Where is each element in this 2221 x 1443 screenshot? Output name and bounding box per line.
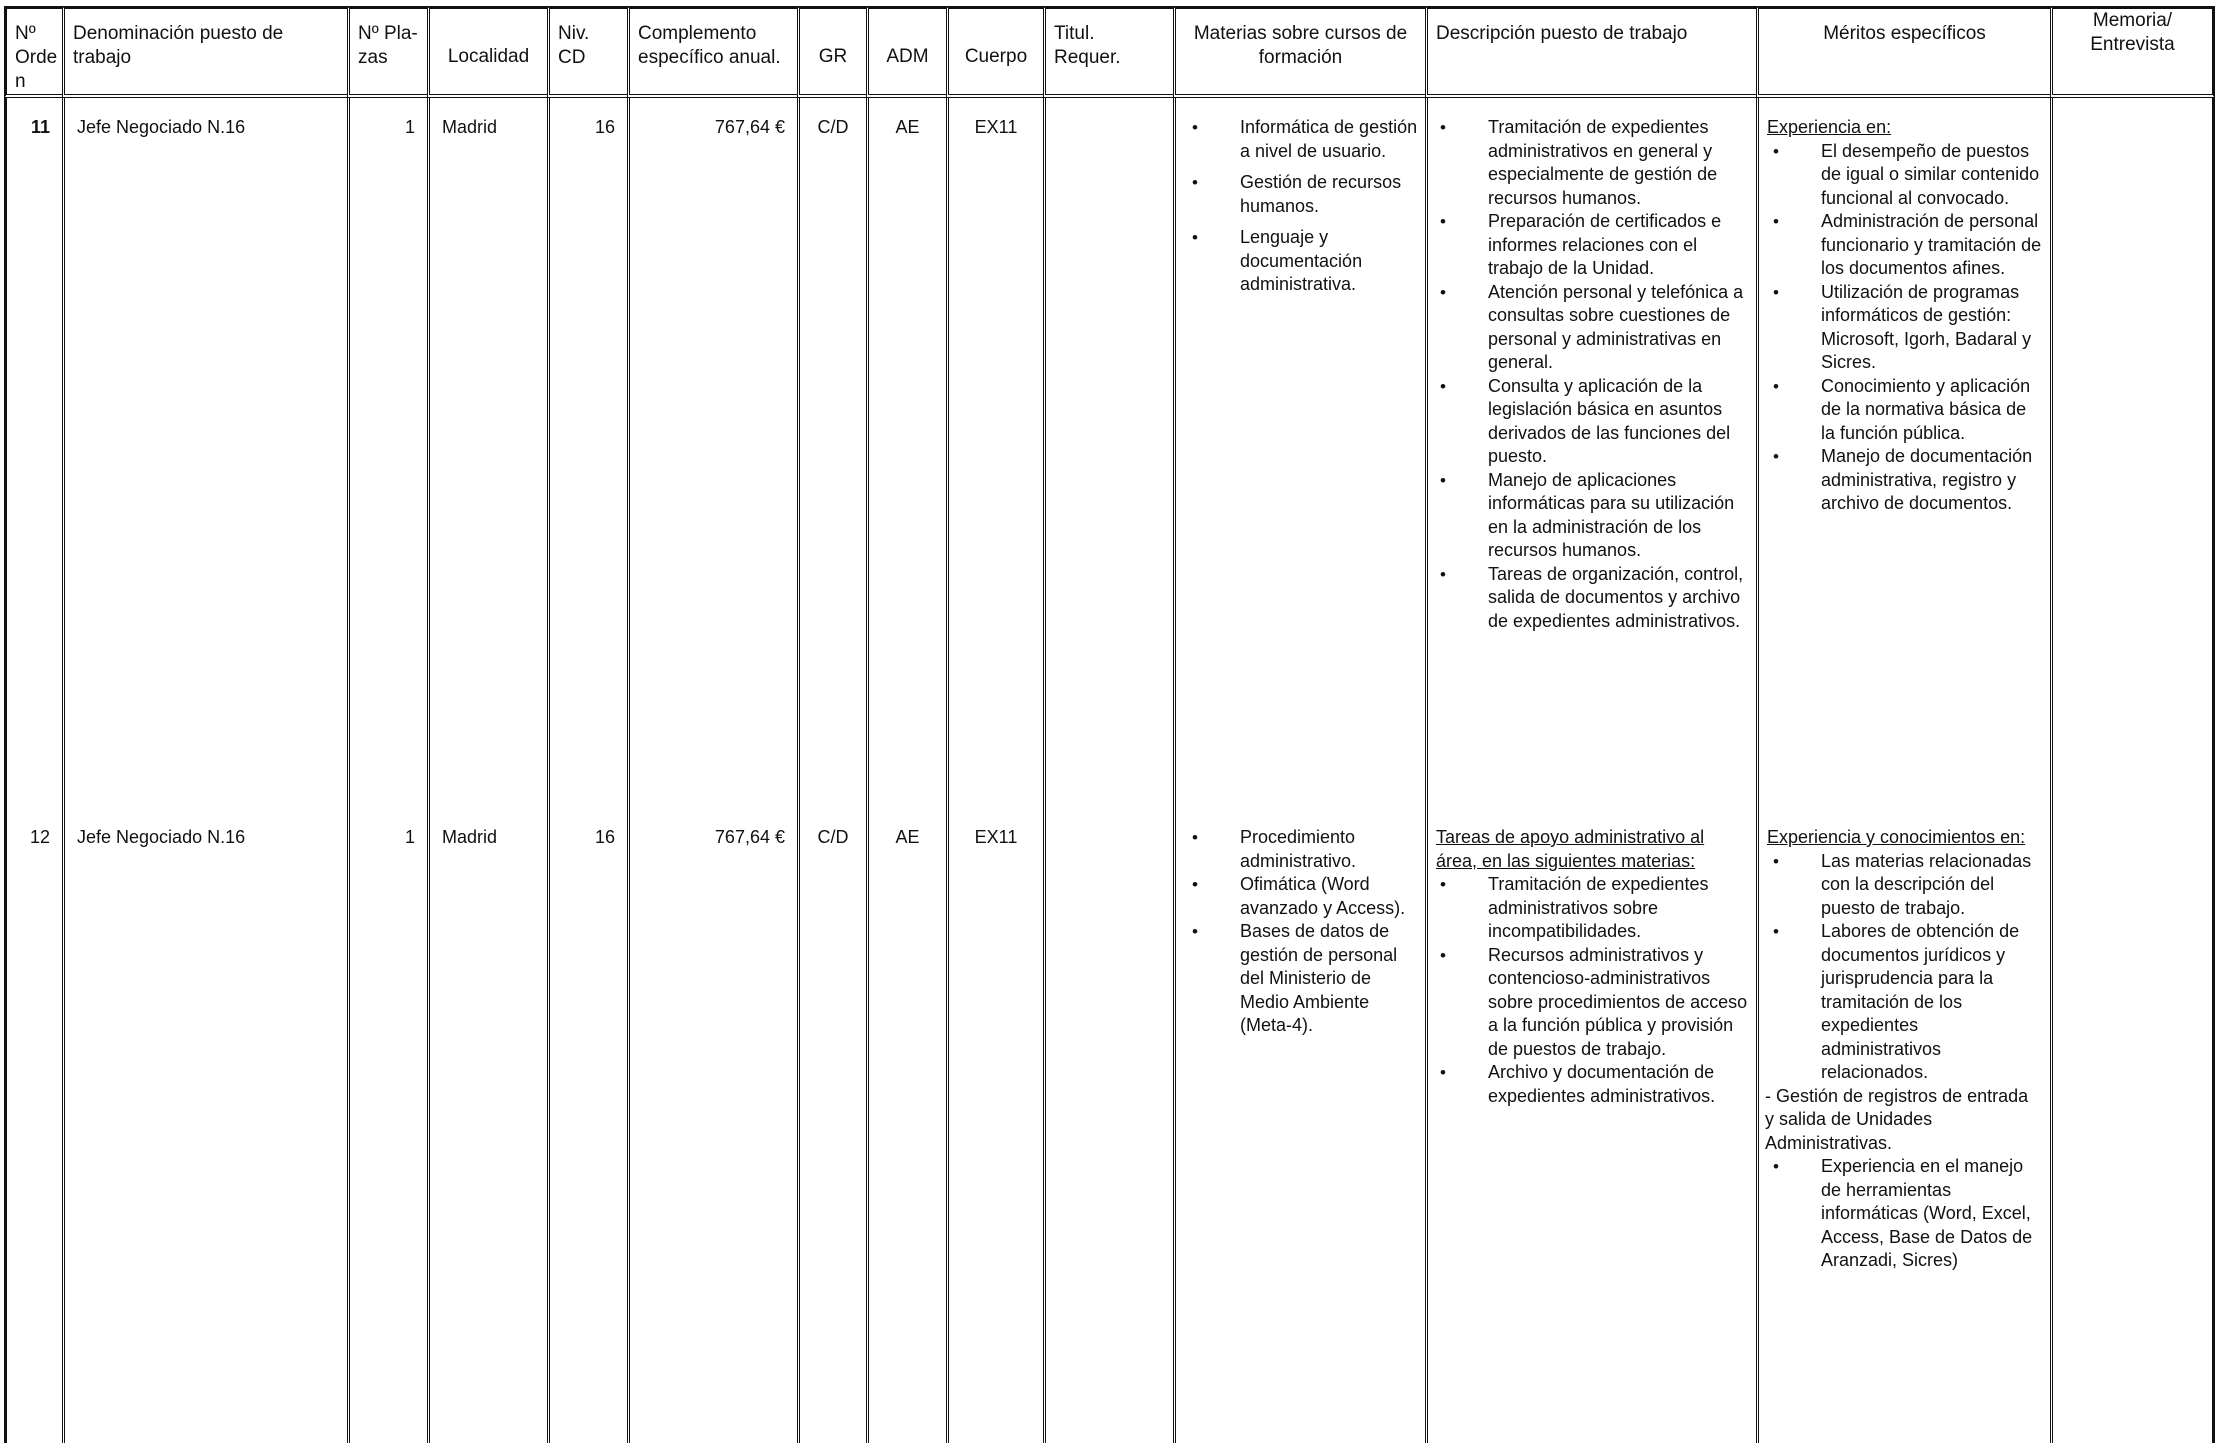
cell-adm: AE <box>866 808 946 1443</box>
cell-gr: C/D <box>797 808 866 1443</box>
list-item: • Preparación de certificados e informes relaciones con el trabajo de la Unidad. <box>1428 210 1756 281</box>
header-descripcion: Descripción puesto de trabajo <box>1425 6 1756 98</box>
cell-orden: 11 <box>4 98 62 808</box>
list-item: • Recursos administrativos y contencioso-administrativos sobre procedimientos de acceso a la función pública y provisión de puestos de trabajo. <box>1428 944 1756 1062</box>
list-item: • Consulta y aplicación de la legislación básica en asuntos derivados de las funciones del puesto. <box>1428 375 1756 469</box>
cell-memoria <box>2050 808 2215 1443</box>
header-nivel: Niv. CD <box>547 6 627 98</box>
cell-denominacion: Jefe Negociado N.16 <box>62 808 347 1443</box>
descripcion-intro: Tareas de apoyo administrativo al área, en las siguientes materias: <box>1436 827 1705 871</box>
header-gr: GR <box>797 6 866 98</box>
cell-complemento: 767,64 € <box>627 98 797 808</box>
cell-nivel: 16 <box>547 98 627 808</box>
cell-materias <box>1173 808 1425 1443</box>
descripcion-list <box>1428 873 1756 1108</box>
list-item: • El desempeño de puestos de igual o similar contenido funcional al convocado. <box>1759 140 2050 211</box>
cell-orden: 12 <box>4 808 62 1443</box>
list-item: • Informática de gestión a nivel de usuario. <box>1176 116 1425 163</box>
cell-cuerpo: EX11 <box>946 808 1043 1443</box>
header-titulacion: Titul. Requer. <box>1043 6 1173 98</box>
cell-descripcion <box>1425 98 1756 808</box>
job-positions-table <box>4 6 2215 1443</box>
cell-nivel: 16 <box>547 808 627 1443</box>
list-item: • Tramitación de expedientes administrativos sobre incompatibilidades. <box>1428 873 1756 944</box>
header-localidad: Localidad <box>427 6 547 98</box>
list-item: • Atención personal y telefónica a consultas sobre cuestiones de personal y administrativas en general. <box>1428 281 1756 375</box>
meritos-list <box>1759 850 2050 1085</box>
list-item: • Bases de datos de gestión de personal del Ministerio de Medio Ambiente (Meta-4). <box>1176 920 1425 1038</box>
header-meritos: Méritos específicos <box>1756 6 2050 98</box>
cell-materias <box>1173 98 1425 808</box>
meritos-extra: - Gestión de registros de entrada y salida de Unidades Administrativas. <box>1765 1085 2029 1153</box>
cell-meritos <box>1756 98 2050 808</box>
document-page <box>4 6 2215 1441</box>
cell-plazas: 1 <box>347 98 427 808</box>
cell-meritos <box>1756 808 2050 1443</box>
header-adm: ADM <box>866 6 946 98</box>
meritos-tail-list <box>1759 1155 2050 1273</box>
list-item: • Administración de personal funcionario y tramitación de los documentos afines. <box>1759 210 2050 281</box>
header-orden: Nº Orde n <box>4 6 62 98</box>
cell-denominacion: Jefe Negociado N.16 <box>62 98 347 808</box>
list-item: • Tareas de organización, control, salida de documentos y archivo de expedientes administrativos. <box>1428 563 1756 634</box>
list-item: • Manejo de aplicaciones informáticas para su utilización en la administración de los recursos humanos. <box>1428 469 1756 563</box>
table-row <box>4 98 2215 808</box>
list-item: • Ofimática (Word avanzado y Access). <box>1176 873 1425 920</box>
meritos-list <box>1759 140 2050 516</box>
cell-adm: AE <box>866 98 946 808</box>
cell-descripcion <box>1425 808 1756 1443</box>
descripcion-list <box>1428 116 1756 633</box>
list-item: • Experiencia en el manejo de herramientas informáticas (Word, Excel, Access, Base de Datos de Aranzadi, Sicres) <box>1759 1155 2050 1273</box>
cell-localidad: Madrid <box>427 808 547 1443</box>
cell-localidad: Madrid <box>427 98 547 808</box>
cell-cuerpo: EX11 <box>946 98 1043 808</box>
cell-plazas: 1 <box>347 808 427 1443</box>
list-item: • Archivo y documentación de expedientes administrativos. <box>1428 1061 1756 1108</box>
list-item: • Manejo de documentación administrativa, registro y archivo de documentos. <box>1759 445 2050 516</box>
list-item: • Lenguaje y documentación administrativa. <box>1176 226 1425 297</box>
header-cuerpo: Cuerpo <box>946 6 1043 98</box>
list-item: • Las materias relacionadas con la descripción del puesto de trabajo. <box>1759 850 2050 921</box>
list-item: • Utilización de programas informáticos de gestión: Microsoft, Igorh, Badaral y Sicres. <box>1759 281 2050 375</box>
cell-memoria <box>2050 98 2215 808</box>
meritos-intro: Experiencia en: <box>1767 117 1892 137</box>
list-item: • Conocimiento y aplicación de la normativa básica de la función pública. <box>1759 375 2050 446</box>
list-item: • Labores de obtención de documentos jurídicos y jurisprudencia para la tramitación de los expedientes administrativos relacionados. <box>1759 920 2050 1085</box>
header-memoria: Memoria/ Entrevista <box>2050 6 2215 98</box>
table-row <box>4 808 2215 1443</box>
materias-list <box>1176 826 1425 1038</box>
header-materias: Materias sobre cursos de formación <box>1173 6 1425 98</box>
cell-gr: C/D <box>797 98 866 808</box>
list-item: • Gestión de recursos humanos. <box>1176 171 1425 218</box>
cell-complemento: 767,64 € <box>627 808 797 1443</box>
header-complemento: Complemento específico anual. <box>627 6 797 98</box>
materias-list <box>1176 116 1425 297</box>
header-denominacion: Denominación puesto de trabajo <box>62 6 347 98</box>
header-plazas: Nº Pla- zas <box>347 6 427 98</box>
table-header <box>4 6 2215 98</box>
list-item: • Procedimiento administrativo. <box>1176 826 1425 873</box>
cell-titulacion <box>1043 98 1173 808</box>
meritos-intro: Experiencia y conocimientos en: <box>1767 827 2026 847</box>
cell-titulacion <box>1043 808 1173 1443</box>
list-item: • Tramitación de expedientes administrativos en general y especialmente de gestión de recursos humanos. <box>1428 116 1756 210</box>
